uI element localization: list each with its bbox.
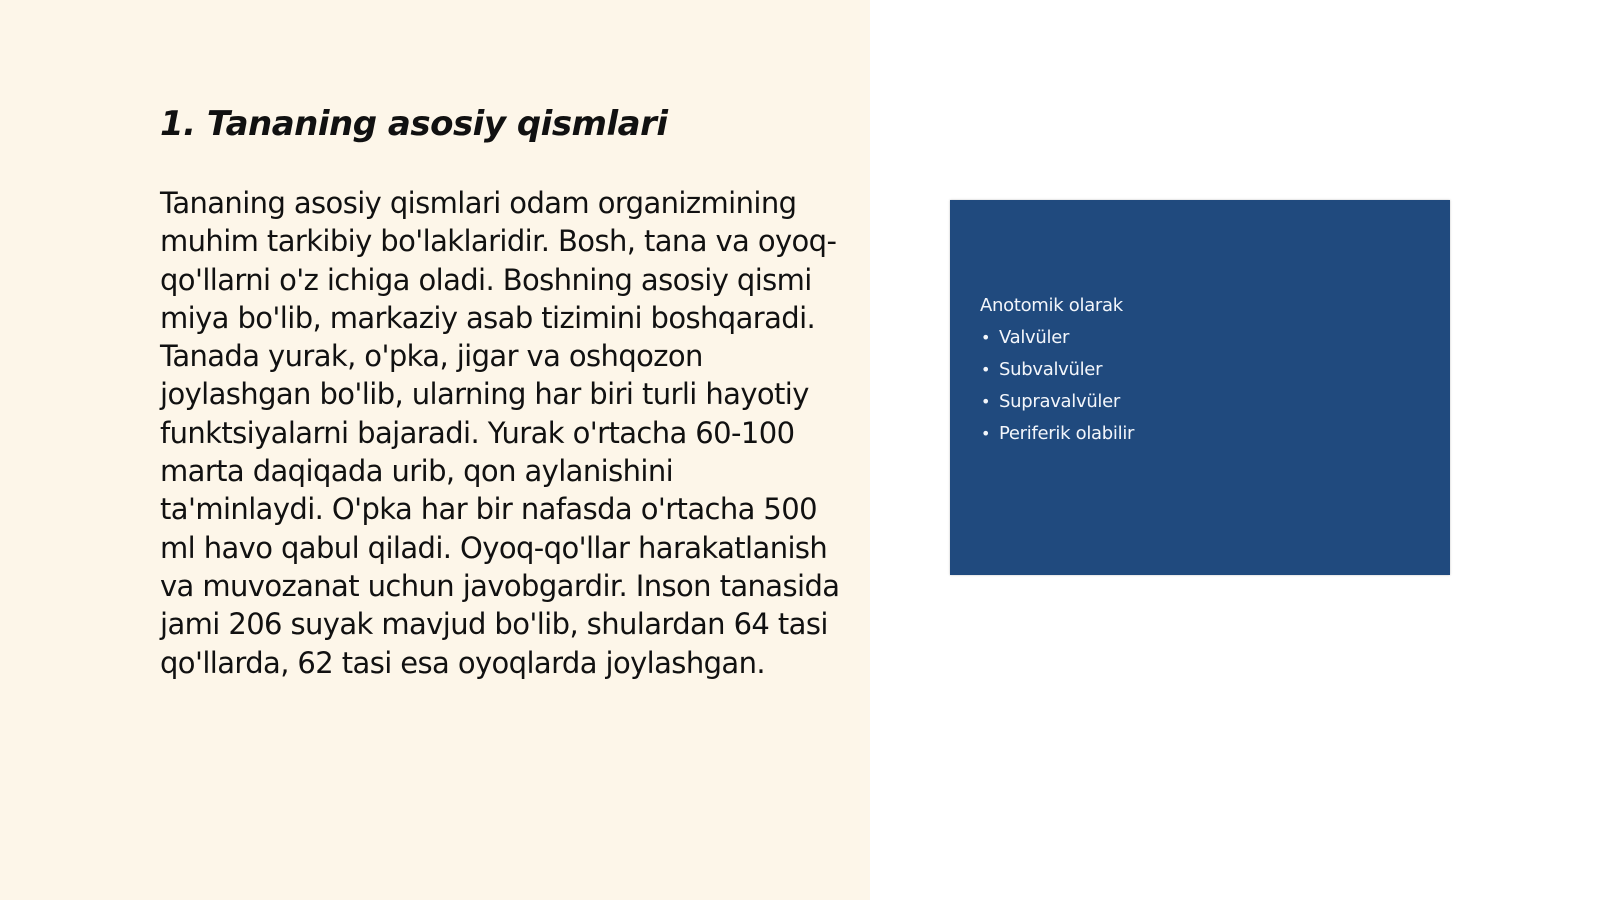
- list-item: [980, 418, 1134, 450]
- list-item: [980, 386, 1134, 418]
- bullet-icon: •: [981, 424, 991, 443]
- list-item: [980, 354, 1134, 386]
- list-item: [980, 322, 1134, 354]
- bullet-icon: •: [981, 328, 991, 347]
- bullet-icon: •: [981, 392, 991, 411]
- list-item-label: Valvüler: [999, 327, 1070, 348]
- list-item-label: Supravalvüler: [999, 391, 1121, 412]
- slide-body-text: Tananing asosiy qismlari odam organizmining muhim tarkibiy bo'laklaridir. Bosh, tana va oyoq-qo'llarni o'z ichiga oladi. Boshning asosiy qismi miya bo'lib, markaziy asab tizimini boshqaradi. Tanada yurak, o'pka, jigar va oshqozon joylashgan bo'lib, ularning har biri turli hayotiy funktsiyalarni bajaradi. Yurak o'rtacha 60-100 marta daqiqada urib, qon aylanishini ta'minlaydi. O'pka har bir nafasda o'rtacha 500 ml havo qabul qiladi. Oyoq-qo'llar harakatlanish va muvozanat uchun javobgardir. Inson tanasida jami 206 suyak mavjud bo'lib, shulardan 64 tasi qo'llarda, 62 tasi esa oyoqlarda joylashgan.: [160, 186, 840, 680]
- image-text-block: [980, 290, 1134, 450]
- image-bullet-list: [980, 322, 1134, 450]
- list-item-label: Subvalvüler: [999, 359, 1103, 380]
- bullet-icon: •: [981, 360, 991, 379]
- slide-image: [950, 200, 1450, 575]
- list-item-label: Periferik olabilir: [999, 423, 1135, 444]
- slide-title: 1. Tananing asosiy qismlari: [160, 104, 668, 144]
- image-heading: Anotomik olarak: [980, 295, 1123, 316]
